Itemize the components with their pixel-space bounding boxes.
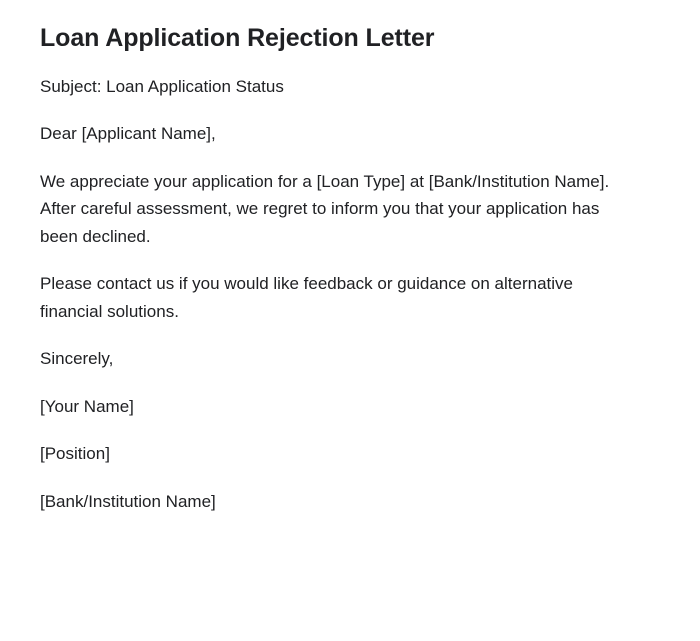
page-title: Loan Application Rejection Letter (40, 24, 435, 52)
paragraph-body-feedback: Please contact us if you would like feedback or guidance on alternative financial solutions. (40, 274, 573, 321)
paragraph-signature-position: [Position] (40, 444, 110, 464)
paragraph-closing: Sincerely, (40, 349, 114, 369)
paragraph-salutation: Dear [Applicant Name], (40, 124, 216, 144)
paragraph-signature-name: [Your Name] (40, 396, 134, 416)
paragraph-body-decision: We appreciate your application for a [Loan Type] at [Bank/Institution Name]. After careful assessment, we regret to inform you that your application has been declined. (40, 171, 610, 246)
paragraph-signature-institution: [Bank/Institution Name] (40, 491, 216, 511)
paragraph-subject: Subject: Loan Application Status (40, 76, 284, 96)
